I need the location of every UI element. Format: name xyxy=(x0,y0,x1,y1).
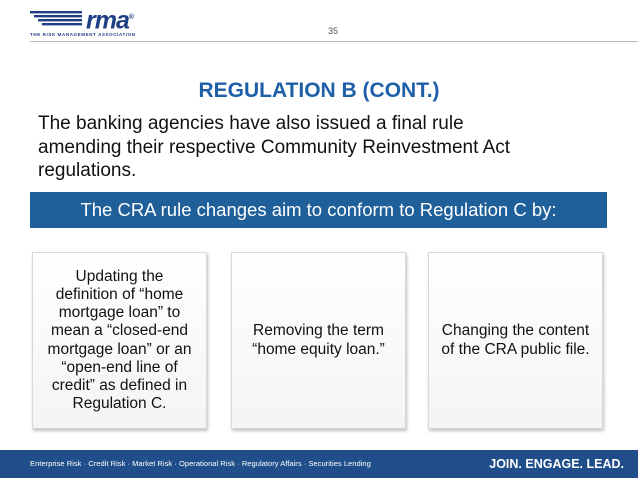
rma-logo xyxy=(30,8,146,38)
box-text xyxy=(441,322,589,358)
banner-heading: The CRA rule changes aim to conform to Regulation C by: xyxy=(30,192,607,228)
slide-title: REGULATION B (CONT.) xyxy=(198,79,440,102)
footer-bar xyxy=(0,450,638,478)
box-line: “home equity loan.” xyxy=(252,340,385,358)
page-number: 35 xyxy=(327,26,338,36)
box-line: mortgage loan” or an xyxy=(47,340,192,358)
box-line: mortgage loan” to xyxy=(58,304,181,322)
point-box-updating-definition xyxy=(32,252,207,429)
footer-slogan: JOIN. ENGAGE. LEAD. xyxy=(489,457,624,471)
box-line: Regulation C. xyxy=(72,395,167,413)
intro-line: regulations. xyxy=(38,160,137,181)
box-text xyxy=(48,268,192,414)
box-text xyxy=(252,322,385,358)
logo-tagline: THE RISK MANAGEMENT ASSOCIATION xyxy=(30,32,136,37)
point-box-removing-term xyxy=(231,252,406,429)
intro-line: The banking agencies have also issued a final rule xyxy=(38,113,464,134)
intro-paragraph xyxy=(38,112,598,183)
header-divider xyxy=(30,41,638,42)
box-line: Removing the term xyxy=(253,322,384,340)
box-line: mean a “closed-end xyxy=(50,322,188,340)
box-line: definition of “home xyxy=(55,285,184,303)
box-line: credit” as defined in xyxy=(51,376,188,394)
box-line: “open-end line of xyxy=(61,358,178,376)
box-line: Updating the xyxy=(75,267,164,285)
box-line: of the CRA public file. xyxy=(441,340,590,358)
logo-wordmark: rma® xyxy=(86,6,134,35)
point-box-changing-content xyxy=(428,252,603,429)
intro-line: amending their respective Community Reinvestment Act xyxy=(38,136,511,158)
box-line: Changing the content xyxy=(441,322,590,340)
footer-topics: Enterprise Risk · Credit Risk · Market Risk · Operational Risk · Regulatory Affairs · Securities Lending xyxy=(30,459,371,468)
